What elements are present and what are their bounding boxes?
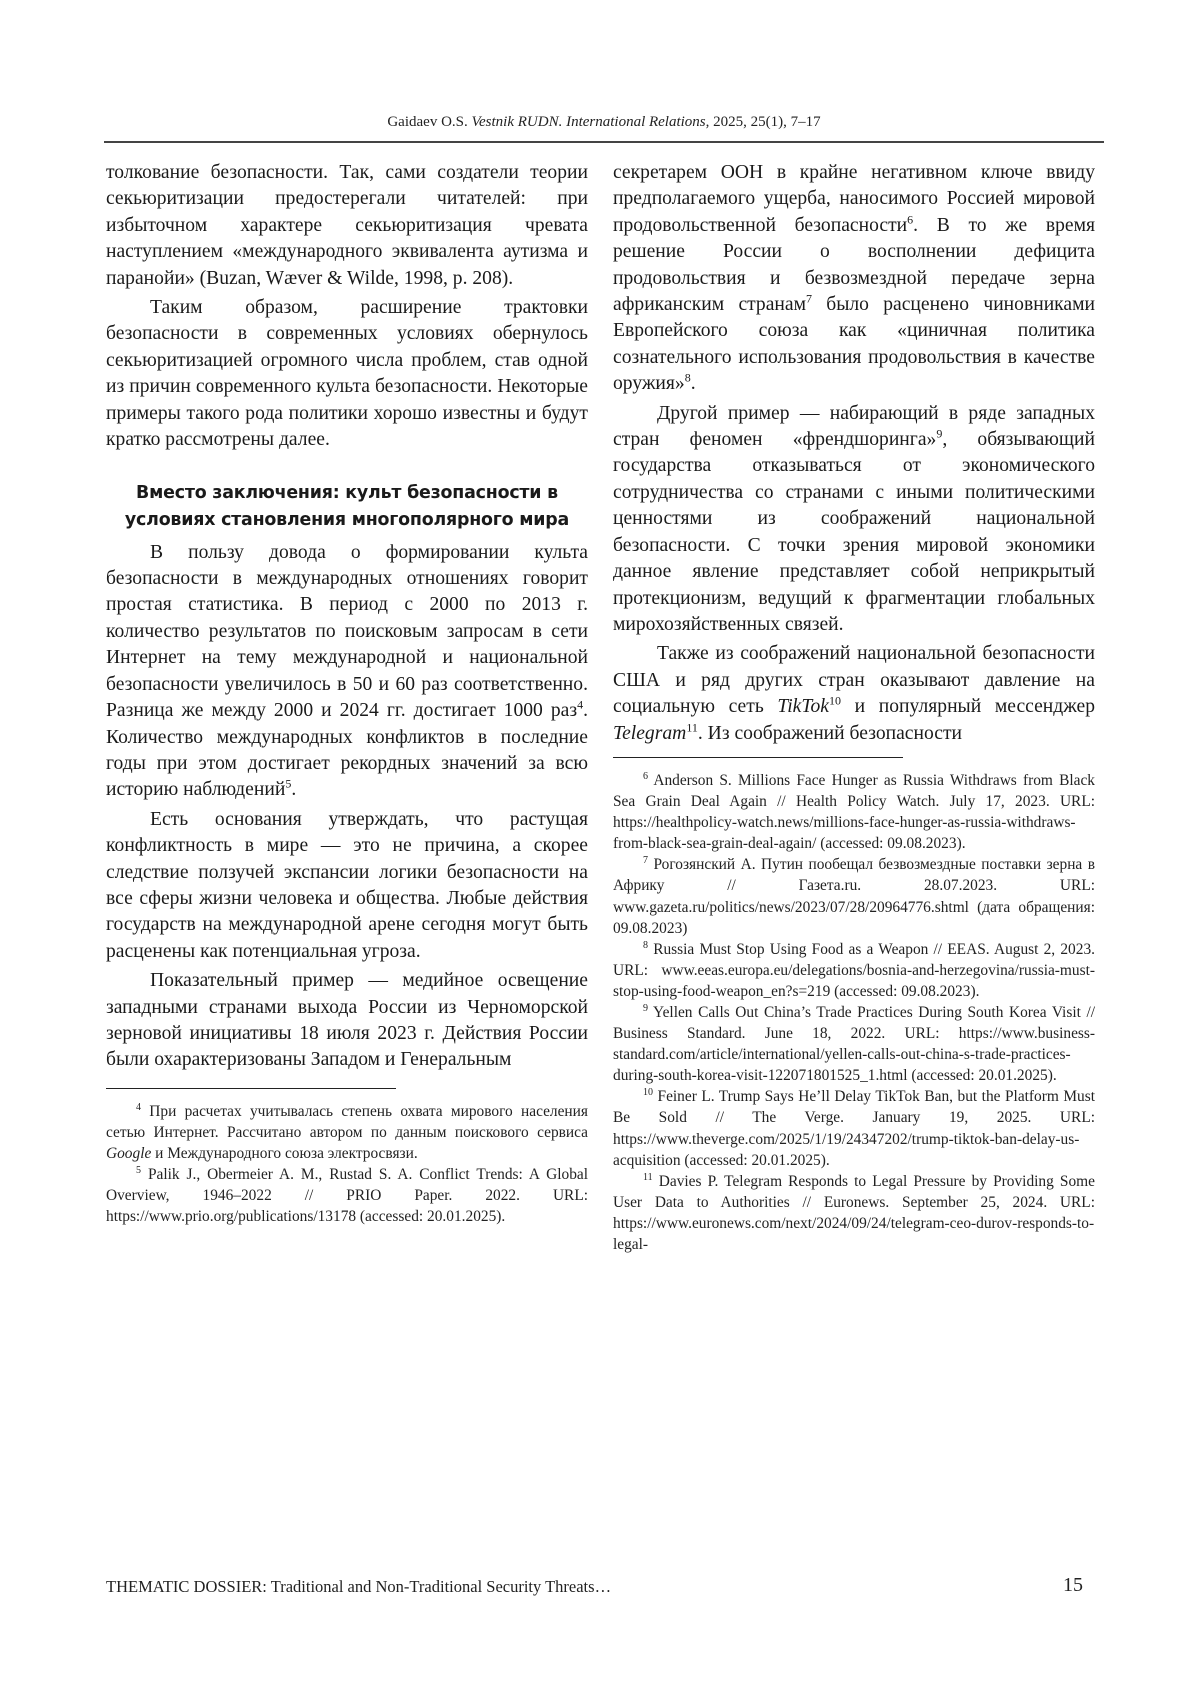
tiktok-term: TikTok bbox=[777, 696, 829, 718]
footnote-11: $^{11}$ Davies P. Telegram Responds to Legal Pressure by Providing Some User Data to Authorities // Euronews. September 25, 2024. URL: https://www.euronews.com/next/2024/09/24/telegram-ceo-durov-responds-to-legal- bbox=[613, 1171, 1095, 1253]
footnote-5: $^5$ Palik J., Obermeier A. M., Rustad S. A. Conflict Trends: A Global Overview, 1946–2022 // PRIO Paper. 2022. URL: https://www.prio.org/publications/13178 (accessed: 20.01.2025). bbox=[106, 1164, 588, 1226]
paragraph: Также из соображений национальной безопасности США и ряд других стран оказывают давление на социальную сеть TikTok$^{10}$ и популярный мессенджер Telegram$^{11}$. Из соображений безопасности bbox=[613, 643, 1096, 744]
page-number: 15 bbox=[1063, 1574, 1083, 1596]
paragraph: Таким образом, расширение трактовки безопасности в современных условиях обернулось секьюритизацией огромного числа проблем, став одной из причин современного культа безопасности. Некоторые примеры такого рода политики хорошо известны и будут кратко рассмотрены далее. bbox=[106, 297, 588, 451]
footnote-7: $^7$ Рогозянский А. Путин пообещал безвозмездные поставки зерна в Африку // Газета.ru. 28.07.2023. URL: www.gazeta.ru/politics/news/2023/07/28/20964776.shtml (дата обращения: 09.08.2023) bbox=[613, 855, 1095, 937]
footnote-9: $^9$ Yellen Calls Out China’s Trade Practices During South Korea Visit // Business Standard. June 18, 2022. URL: https://www.business-standard.com/article/international/yellen-calls-out-china-s-trade-practices-during-south-korea-visit-122071801525_1.html (accessed: 20.01.2025). bbox=[613, 1002, 1096, 1085]
paragraph: Есть основания утверждать, что растущая конфликтность в мире — это не причина, а скорее следствие ползучей экспансии логики безопасности на все сферы жизни человека и общества. Любые действия государств на международной арене сегодня могут быть расценены как потенциальная угроза. bbox=[106, 808, 588, 962]
footnote-ref-9[interactable]: 9 bbox=[936, 426, 943, 441]
paragraph: В пользу довода о формировании культа безопасности в международных отношениях говорит простая статистика. В период с 2000 по 2013 г. количество результатов по поисковым запросам в сети Интернет на тему международной и национальной безопасности увеличилось в 50 и 60 раз соответственно. Разница же между 2000 и 2024 гг. достигает 1000 раз$^4$. Количество международных конфликтов в последние годы при этом достигает рекордных значений за всю историю наблюдений$^5$. bbox=[106, 541, 588, 801]
footnote-ref-11[interactable]: 11 bbox=[686, 720, 698, 734]
footnote-rule bbox=[613, 757, 903, 758]
paragraph: Другой пример — набирающий в ряде западных стран феномен «френдшоринга»$^9$, обязывающий государства отказываться от экономического сотрудничества со странами с иными политическими ценностями из соображений национальной безопасности. С точки зрения мировой экономики данное явление представляет собой неприкрытый протекционизм, ведущий к фрагментации глобальных мирохозяйственных связей. bbox=[613, 402, 1095, 635]
running-footer-section: THEMATIC DOSSIER: Traditional and Non-Traditional Security Threats… bbox=[106, 1577, 612, 1596]
left-column bbox=[106, 160, 588, 1227]
section-heading: Вместо заключения: культ безопасности в условиях становления многополярного мира bbox=[124, 483, 570, 531]
running-header bbox=[104, 113, 1104, 131]
footnote-6: $^6$ Anderson S. Millions Face Hunger as Russia Withdraws from Black Sea Grain Deal Again // Health Policy Watch. July 17, 2023. URL: https://healthpolicy-watch.news/millions-face-hunger-as-russia-withdraws-from-black-sea-grain-deal-again/ (accessed: 09.08.2023). bbox=[613, 770, 1095, 853]
footnote-8: $^8$ Russia Must Stop Using Food as a Weapon // EEAS. August 2, 2023. URL: www.eeas.europa.eu/delegations/bosnia-and-herzegovina/russia-must-stop-using-food-weapon_en?s=219 (accessed: 09.08.2023). bbox=[613, 939, 1095, 1000]
telegram-term: Telegram bbox=[613, 722, 687, 744]
footnote-ref-5[interactable]: 5 bbox=[285, 776, 292, 791]
paragraph: секретарем ООН в крайне негативном ключе ввиду предполагаемого ущерба, наносимого Россией мировой продовольственной безопасности$^6$. В то же время решение России о восполнении дефицита продовольствия и безвозмездной передаче зерна африканским странам$^7$ было расценено чиновниками Европейского союза как «циничная политика сознательного использования продовольствия в качестве оружия»$^8$. bbox=[613, 162, 1096, 395]
header-rule bbox=[104, 141, 1104, 143]
footnote-4: $^4$ При расчетах учитывалась степень охвата мирового населения сетью Интернет. Рассчитано автором по данным поискового сервиса Google и Международного союза электросвязи. bbox=[106, 1101, 588, 1162]
footnote-ref-7[interactable]: 7 bbox=[806, 291, 813, 306]
footnote-ref-6[interactable]: 6 bbox=[907, 212, 914, 227]
paragraph: Показательный пример — медийное освещение западными странами выхода России из Черноморской зерновой инициативы 18 июля 2023 г. Действия России были охарактеризованы Западом и Генеральным bbox=[106, 970, 588, 1071]
footnote-ref-4[interactable]: 4 bbox=[577, 697, 584, 712]
footnote-ref-8[interactable]: 8 bbox=[684, 370, 691, 385]
footnote-rule bbox=[106, 1088, 396, 1089]
header-issue: , 2025, 25(1), 7–17 bbox=[705, 114, 821, 130]
right-column bbox=[613, 160, 1095, 1255]
paragraph: толкование безопасности. Так, сами создатели теории секьюритизации предостерегали читателей: при избыточном характере секьюритизация чревата наступлением «международного эквивалента аутизма и паранойи» (Buzan, Wæver & Wilde, 1998, p. 208). bbox=[106, 162, 588, 289]
footnote-10: $^{10}$ Feiner L. Trump Says He’ll Delay TikTok Ban, but the Platform Must Be Sold // The Verge. January 19, 2025. URL: https://www.theverge.com/2025/1/19/24347202/trump-tiktok-ban-delay-us-acquisition (accessed: 20.01.2025). bbox=[613, 1087, 1095, 1169]
header-journal: Vestnik RUDN. International Relations bbox=[471, 114, 706, 130]
header-authors: Gaidaev O.S. bbox=[387, 114, 468, 130]
footnote-ref-10[interactable]: 10 bbox=[828, 693, 841, 708]
